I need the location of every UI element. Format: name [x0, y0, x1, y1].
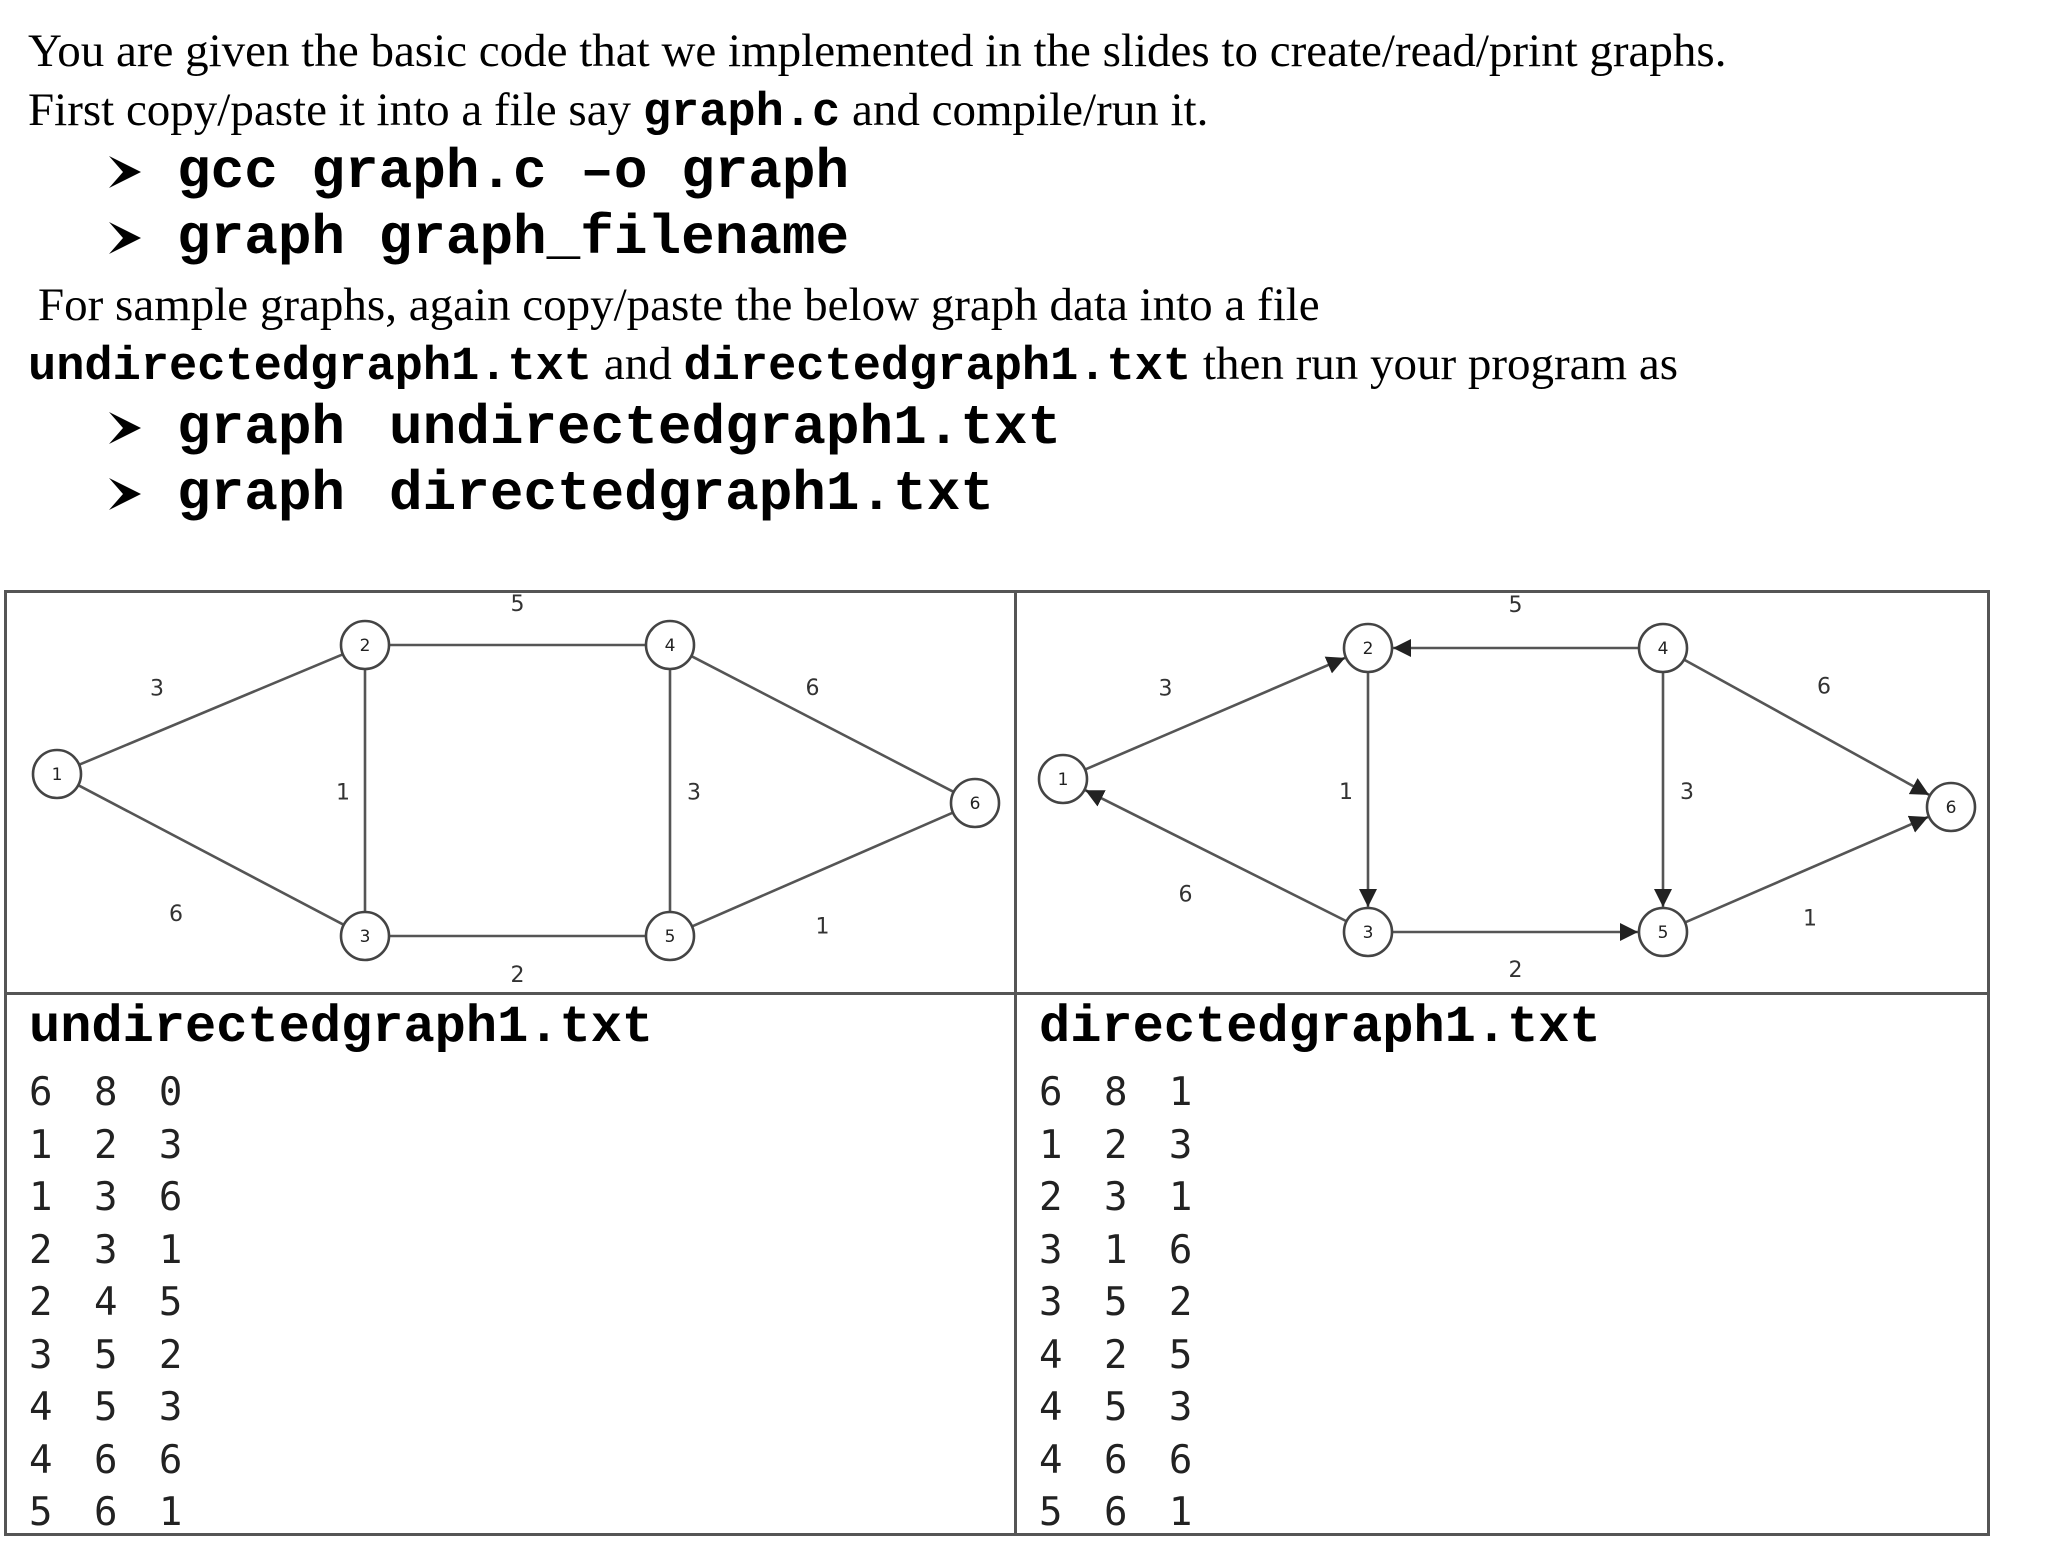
intro-text-1: You are given the basic code that we implemented in the slides to create/read/print graphs. — [28, 25, 1727, 77]
sample-text-1: For sample graphs, again copy/paste the below graph data into a file — [38, 279, 1320, 331]
directed-node-label-4: 4 — [1657, 639, 1669, 659]
directed-edge-weight-4-2: 5 — [1508, 593, 1523, 618]
intro-text-2a: First copy/paste it into a file say — [28, 84, 643, 136]
command-run-undirected-prog: graph — [177, 396, 346, 460]
directed-row-6: 4 2 5 — [1039, 1332, 1202, 1378]
directed-edge-4-6 — [1684, 660, 1929, 795]
undirected-graph-diagram — [7, 593, 1010, 991]
undirected-row-9: 5 6 1 — [29, 1490, 192, 1535]
intro-code-filename: graph.c — [642, 87, 841, 140]
directed-edge-3-1 — [1085, 790, 1346, 921]
sample-line-2 — [28, 334, 1678, 398]
undirected-row-1: 6 8 0 — [29, 1070, 192, 1115]
sample-after: then run your program as — [1191, 338, 1679, 390]
directed-row-2: 1 2 3 — [1039, 1122, 1202, 1168]
sample-and: and — [592, 338, 684, 390]
directed-node-label-5: 5 — [1657, 923, 1669, 943]
undirected-edge-1-2 — [79, 654, 343, 764]
directed-graph-diagram — [1017, 593, 1987, 991]
undirected-row-4: 2 3 1 — [29, 1227, 192, 1273]
undirected-node-label-1: 1 — [51, 765, 63, 785]
command-run-directed-arg: directedgraph1.txt — [389, 462, 994, 526]
undirected-row-8: 4 6 6 — [29, 1437, 192, 1483]
command-run-directed — [105, 461, 994, 527]
undirected-edge-5-6 — [692, 813, 953, 927]
undirected-file-rows — [29, 1067, 191, 1540]
bullet-arrow-icon — [105, 218, 177, 258]
directed-row-3: 2 3 1 — [1039, 1175, 1202, 1220]
command-run-generic — [105, 205, 849, 271]
command-run-undirected — [105, 395, 1061, 461]
undirected-node-label-2: 2 — [359, 636, 371, 656]
directed-row-1: 6 8 1 — [1039, 1070, 1202, 1115]
directed-file-cell — [1017, 995, 2007, 1535]
directed-row-5: 3 5 2 — [1039, 1280, 1202, 1325]
undirected-file-cell — [7, 995, 997, 1535]
directed-row-8: 4 6 6 — [1039, 1437, 1202, 1483]
undirected-edge-weight-3-5: 2 — [510, 963, 525, 988]
command-run-undirected-arg: undirectedgraph1.txt — [389, 396, 1062, 460]
undirected-node-label-5: 5 — [664, 927, 676, 947]
command-run-generic-text: graph graph_filename — [177, 206, 850, 270]
bullet-arrow-icon — [105, 408, 177, 448]
undirected-row-7: 4 5 3 — [29, 1385, 192, 1430]
directed-edge-1-2 — [1085, 658, 1345, 770]
undirected-edge-weight-1-2: 3 — [150, 676, 164, 702]
intro-line-1 — [28, 21, 1726, 81]
directed-edge-weight-5-6: 1 — [1803, 906, 1817, 932]
undirected-edge-weight-1-3: 6 — [169, 902, 183, 927]
undirected-edge-1-3 — [78, 785, 344, 925]
command-compile-text: gcc graph.c –o graph — [177, 140, 850, 204]
directed-edge-weight-3-5: 2 — [1508, 958, 1523, 983]
undirected-edge-weight-4-6: 6 — [805, 676, 820, 701]
undirected-edge-weight-5-6: 1 — [815, 914, 830, 940]
bullet-arrow-icon — [105, 152, 177, 192]
undirected-edge-weight-2-4: 5 — [510, 593, 525, 617]
intro-line-2 — [28, 80, 1208, 144]
directed-edge-weight-2-3: 1 — [1339, 780, 1353, 805]
undirected-node-label-4: 4 — [664, 636, 676, 656]
directed-node-label-1: 1 — [1057, 770, 1069, 790]
sample-file-2: directedgraph1.txt — [683, 341, 1192, 394]
directed-row-4: 3 1 6 — [1039, 1227, 1202, 1273]
directed-node-label-6: 6 — [1945, 798, 1957, 818]
directed-row-9: 5 6 1 — [1039, 1490, 1202, 1535]
bullet-arrow-icon — [105, 474, 177, 514]
undirected-edge-weight-2-3: 1 — [336, 780, 350, 806]
undirected-row-2: 1 2 3 — [29, 1122, 192, 1168]
undirected-node-label-6: 6 — [969, 794, 981, 814]
undirected-filename: undirectedgraph1.txt — [29, 998, 654, 1057]
command-compile — [105, 139, 849, 205]
graph-table — [4, 590, 1990, 1536]
undirected-row-6: 3 5 2 — [29, 1332, 192, 1378]
sample-file-1: undirectedgraph1.txt — [28, 341, 593, 394]
directed-file-rows — [1039, 1067, 1201, 1540]
directed-edge-weight-4-6: 6 — [1817, 674, 1831, 700]
undirected-node-label-3: 3 — [359, 927, 371, 947]
directed-edge-weight-3-1: 6 — [1178, 882, 1193, 908]
sample-line-1 — [38, 275, 1320, 335]
directed-edge-weight-1-2: 3 — [1158, 676, 1173, 702]
intro-text-2b: and compile/run it. — [840, 84, 1209, 136]
directed-node-label-3: 3 — [1362, 923, 1374, 943]
directed-filename: directedgraph1.txt — [1039, 998, 1601, 1057]
command-run-directed-prog: graph — [177, 462, 346, 526]
directed-edge-weight-4-5: 3 — [1680, 780, 1694, 805]
undirected-row-3: 1 3 6 — [29, 1175, 192, 1220]
undirected-edge-4-6 — [691, 656, 953, 792]
undirected-row-5: 2 4 5 — [29, 1280, 192, 1325]
directed-row-7: 4 5 3 — [1039, 1385, 1202, 1430]
undirected-edge-weight-4-5: 3 — [687, 780, 701, 806]
directed-node-label-2: 2 — [1362, 639, 1374, 659]
